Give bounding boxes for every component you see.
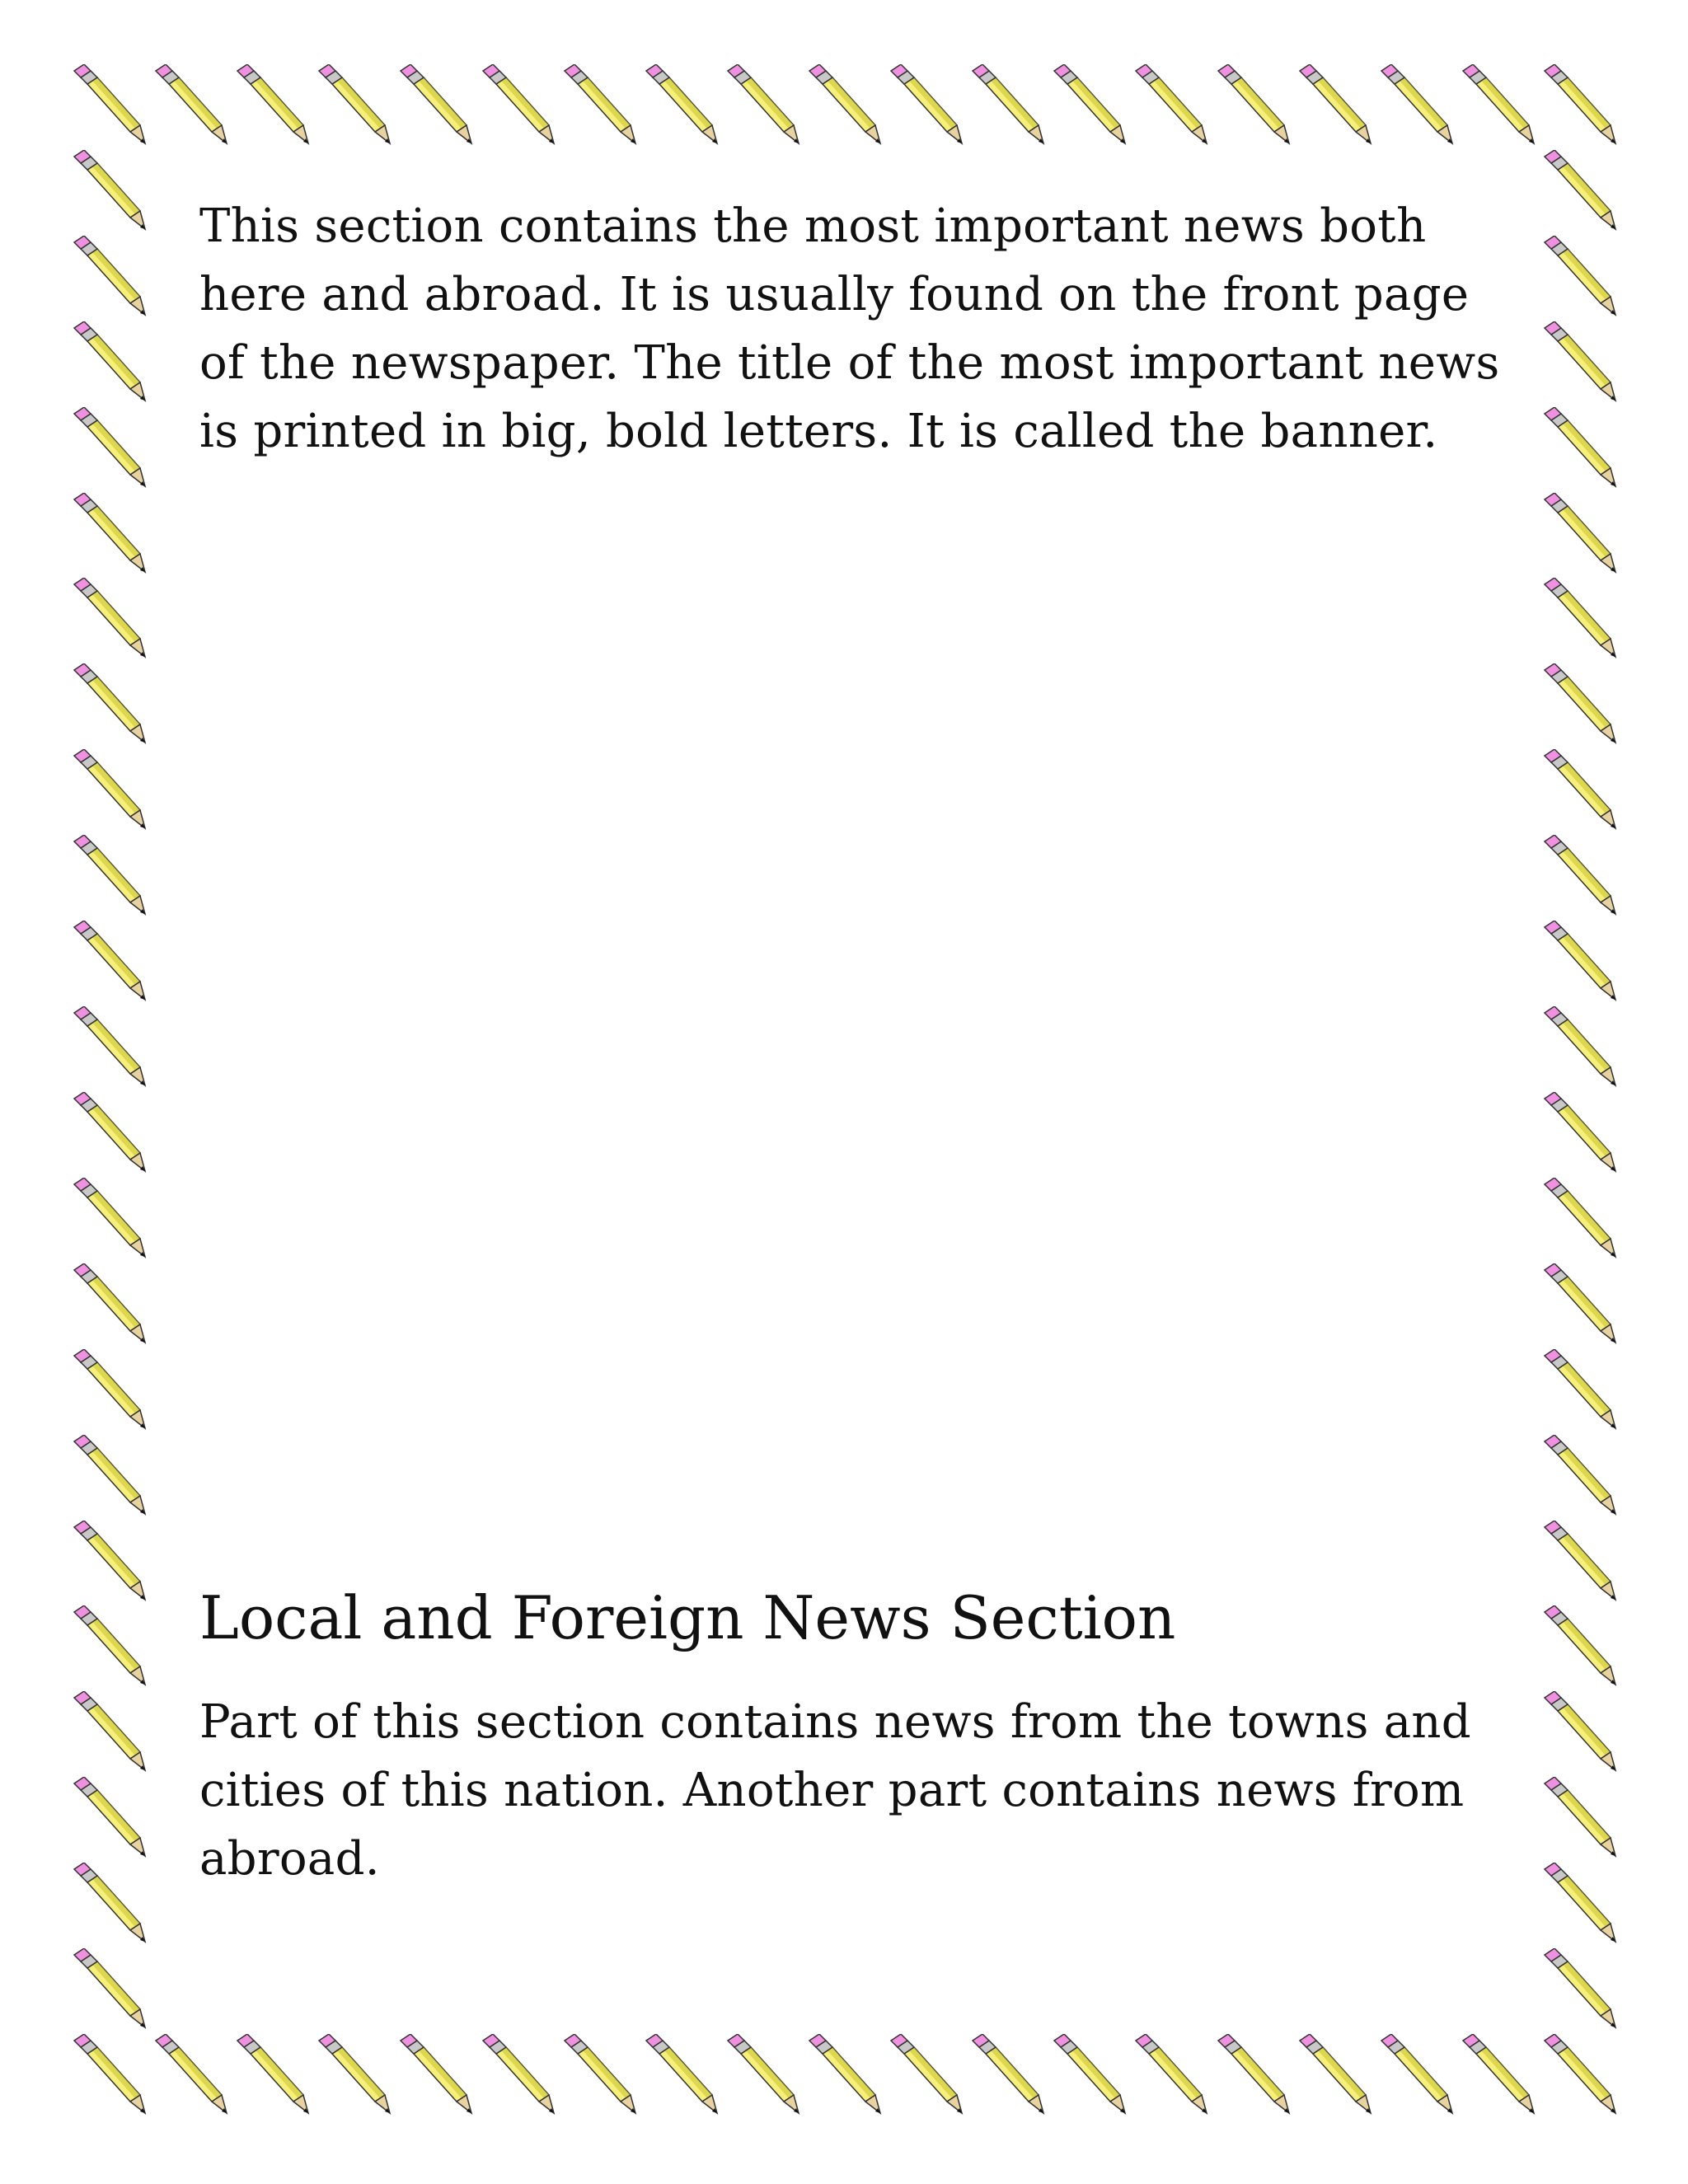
pencil-icon [151,2034,233,2116]
pencil-icon [1540,1863,1622,1945]
pencil-icon [69,493,152,575]
pencil-icon [232,2034,315,2116]
pencil-icon [723,2034,805,2116]
pencil-icon [1540,236,1622,318]
pencil-icon [560,64,642,147]
pencil-icon [1376,2034,1459,2116]
pencil-icon [69,1263,152,1346]
pencil-icon [804,64,887,147]
pencil-icon [69,1178,152,1260]
pencil-icon [69,1006,152,1089]
pencil-icon [1540,1092,1622,1174]
pencil-icon [1131,2034,1213,2116]
pencil-icon [641,2034,724,2116]
pencil-icon [69,1863,152,1945]
pencil-icon [1213,64,1296,147]
pencil-icon [1540,578,1622,660]
pencil-icon [968,64,1050,147]
pencil-icon [1540,1178,1622,1260]
pencil-icon [69,921,152,1003]
pencil-icon [1049,2034,1132,2116]
pencil-icon [1540,1263,1622,1346]
pencil-icon [886,2034,968,2116]
pencil-icon [641,64,724,147]
pencil-icon [1540,407,1622,490]
pencil-icon [69,2034,152,2116]
pencil-icon [69,236,152,318]
pencil-icon [69,835,152,917]
pencil-icon [1458,64,1540,147]
pencil-icon [69,1521,152,1603]
pencil-icon [1295,2034,1377,2116]
pencil-icon [1213,2034,1296,2116]
pencil-icon [151,64,233,147]
pencil-icon [1376,64,1459,147]
pencil-icon [1131,64,1213,147]
pencil-icon [886,64,968,147]
pencil-icon [1540,150,1622,232]
pencil-icon [69,150,152,232]
pencil-icon [560,2034,642,2116]
pencil-icon [1540,321,1622,404]
pencil-icon [968,2034,1050,2116]
pencil-icon [1540,749,1622,832]
pencil-icon [1540,1349,1622,1432]
pencil-icon [314,64,396,147]
pencil-icon [1540,1435,1622,1517]
pencil-icon [396,2034,478,2116]
pencil-icon [69,578,152,660]
pencil-icon [1049,64,1132,147]
pencil-icon [69,1948,152,2031]
section-heading: Local and Foreign News Section [199,1583,1176,1652]
pencil-icon [314,2034,396,2116]
pencil-icon [232,64,315,147]
pencil-icon [69,407,152,490]
pencil-icon [1540,835,1622,917]
pencil-icon [69,663,152,746]
intro-paragraph: This section contains the most important news both here and abroad. It is usually found on the front page of the newspaper. The title of the most important news is printed in big, bold letters. It is called the banner. [199,199,1500,458]
pencil-icon [1295,64,1377,147]
pencil-icon [478,2034,560,2116]
pencil-icon [804,2034,887,2116]
pencil-icon [1540,1948,1622,2031]
pencil-icon [69,1605,152,1688]
pencil-icon [1540,663,1622,746]
section-paragraph: Part of this section contains news from the towns and cities of this nation. Another part contains news from abroad. [199,1695,1471,1886]
pencil-icon [1540,1691,1622,1774]
pencil-icon [1458,2034,1540,2116]
pencil-icon [396,64,478,147]
pencil-icon [69,321,152,404]
pencil-icon [69,1691,152,1774]
pencil-icon [69,64,152,147]
pencil-icon [1540,64,1622,147]
pencil-icon [1540,2034,1622,2116]
pencil-icon [1540,1521,1622,1603]
pencil-icon [1540,1777,1622,1859]
pencil-icon [69,1349,152,1432]
pencil-icon [1540,921,1622,1003]
pencil-icon [69,749,152,832]
pencil-icon [1540,493,1622,575]
pencil-icon [478,64,560,147]
pencil-icon [1540,1605,1622,1688]
pencil-icon [723,64,805,147]
pencil-icon [69,1777,152,1859]
pencil-icon [69,1435,152,1517]
pencil-icon [69,1092,152,1174]
pencil-icon [1540,1006,1622,1089]
